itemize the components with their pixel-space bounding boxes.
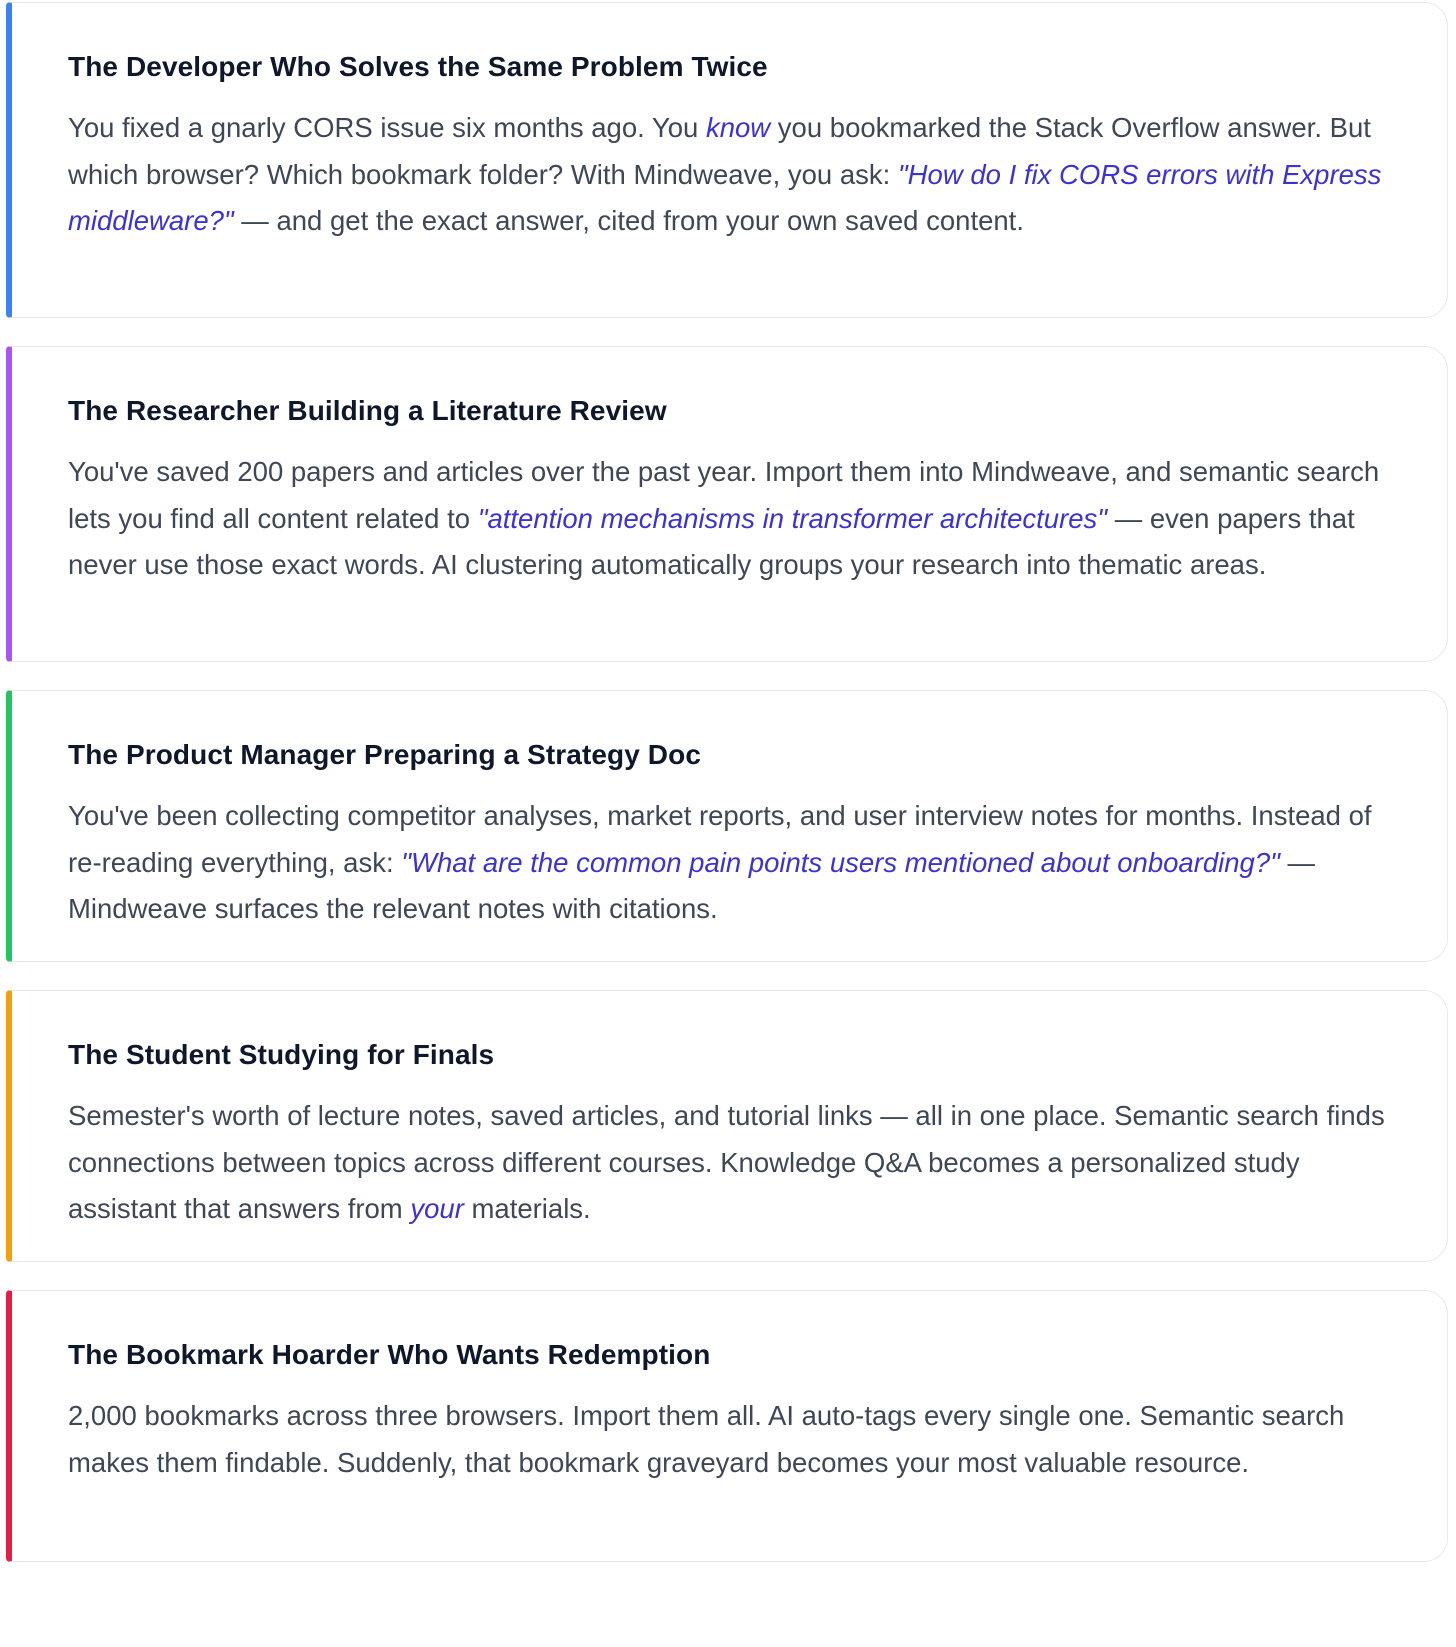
use-case-card-developer (6, 2, 1448, 318)
body-emphasis: your (410, 1193, 464, 1224)
card-title: The Product Manager Preparing a Strategy Doc (68, 739, 701, 770)
card-body (68, 105, 1407, 245)
body-text: — even papers that never use those exact words. AI clustering automatically groups your research into thematic areas. (68, 502, 1355, 580)
body-text: You fixed a gnarly CORS issue six months ago. You (68, 112, 706, 143)
body-text: you bookmarked the Stack Overflow answer. But which browser? Which bookmark folder? With Mindweave, you ask: (68, 112, 1371, 190)
body-text: materials. (463, 1193, 591, 1224)
body-text: 2,000 bookmarks across three browsers. Import them all. AI auto-tags every single one. Semantic search makes them findable. Suddenly, that bookmark graveyard becomes your most valuable resource. (68, 1400, 1345, 1478)
body-text: You've saved 200 papers and articles over the past year. Import them into Mindweave, and semantic search lets you find all content related to (68, 456, 1380, 534)
body-text: Semester's worth of lecture notes, saved articles, and tutorial links — all in one place. Semantic search finds connections between topics across different courses. Knowledge Q&A becomes a personalized study assistant that answers from (68, 1100, 1385, 1224)
body-query-quote: "What are the common pain points users mentioned about onboarding?" (401, 846, 1280, 878)
body-query-quote: "attention mechanisms in transformer architectures" (477, 502, 1108, 534)
body-text: You've been collecting competitor analyses, market reports, and user interview notes for months. Instead of re-reading everything, ask: (68, 800, 1372, 878)
use-case-card-researcher (6, 346, 1448, 662)
card-body (68, 449, 1407, 589)
card-title: The Developer Who Solves the Same Problem Twice (68, 51, 768, 82)
body-emphasis: know (705, 112, 771, 143)
use-case-card-product-manager (6, 690, 1448, 962)
use-case-card-student (6, 990, 1448, 1262)
card-body (68, 1093, 1407, 1233)
card-title: The Bookmark Hoarder Who Wants Redemption (68, 1339, 711, 1370)
body-text: — Mindweave surfaces the relevant notes with citations. (68, 846, 1316, 924)
card-body (68, 793, 1407, 933)
card-body (68, 1393, 1407, 1486)
body-query-quote: "How do I fix CORS errors with Express middleware?" (68, 158, 1382, 236)
body-text: — and get the exact answer, cited from your own saved content. (233, 205, 1024, 236)
card-title: The Student Studying for Finals (68, 1039, 495, 1070)
card-title: The Researcher Building a Literature Review (68, 395, 667, 426)
use-case-card-bookmark-hoarder (6, 1290, 1448, 1562)
